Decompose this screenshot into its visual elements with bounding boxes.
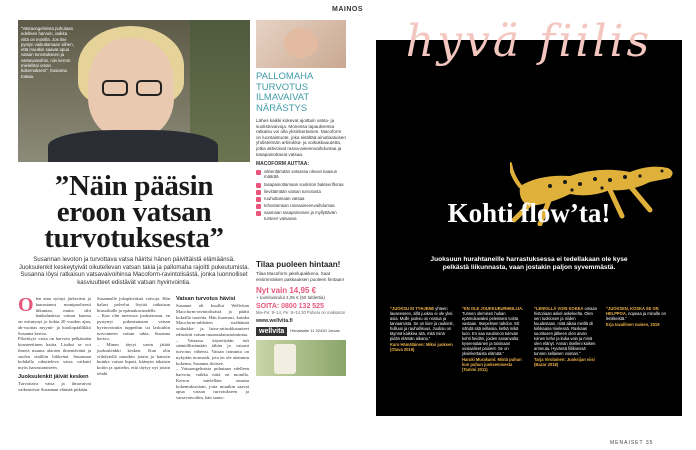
portrait-photo	[18, 20, 250, 162]
advertisement-label: MAINOS	[332, 6, 363, 13]
body-paragraph: Susanna oli kuullut Wellvitan Macoform-ravintolisästä ja päätti kokeilla tuotetta. Hän huomasi, kuinka Macoform-tabletten sisältämät voikukka- ja latva-artisokkauutteet edistävät vatsan ruuansulatustoimintaa.	[176, 303, 249, 337]
quote-block	[534, 306, 598, 367]
body-paragraph: – Vatsaongelmista puhutaan edelleen harvoin, vaikka niitä on monilla. Kerron mielelläni omasta kokemuksestani, jotta muutkin saavat apua vatsan turvotukseen ja vatsavaivoihin, hän sanoo.	[176, 366, 249, 401]
product-image	[256, 340, 346, 376]
left-page	[8, 20, 346, 440]
quote-block	[390, 306, 454, 352]
sidebar-subtitle: MACOFORM AUTTAA:	[256, 161, 310, 168]
drop-cap: O	[18, 294, 34, 316]
body-paragraph: – Minun täytyi usein jättää juoksulenkki kesken. Kun olin viihdytellä muutkin jotain ja katsoin kuinka vatsaa lupasi, käänyin takaisin kotiin ja ajattelin, että täytyy nyt jotain tehdä.	[97, 342, 170, 376]
benefit-item: saamaan tasapainoisen ja myllyttävän tunteen vatsassa	[256, 210, 346, 220]
article-body	[18, 296, 250, 440]
body-column-2	[97, 296, 170, 377]
benefit-item: tasapainottamaan suoliston bakteerifloraa	[256, 182, 346, 187]
quote-body: nopeaa ja minulle on lenkkeistä.”	[606, 311, 666, 321]
quote-heading: ”EN OLE JOUKKUEURHEILIJA.	[462, 306, 524, 311]
quote-author: Erja tavallinen nainen, 2019	[606, 322, 660, 327]
right-page	[362, 16, 688, 446]
body-paragraph: – Kun olin menossa juoksemaan, en pystynyt pukeutumaan vatsan hyvinvointiin tuppeihin tai laskuihin turvonneen vatsan takia, Susanna kertoo.	[97, 313, 170, 342]
quote-body: Tunnen olemisen hukan epämukavaksi peleissesi toista vastaan. Itsepelinen tahdon. Ett nähdä sitä sellaisia, ketkä mikä luon. En saa nautinnon tulevan kohti heidän, joiden sananvalta kyseenalainen ja toisinaan sosiaaliset paineet. Se on yksinkertaista elämää.”	[462, 311, 520, 356]
feature-headline: Kohti flow’ta!	[447, 198, 611, 228]
sidebar-title: PALLOMAHA TURVOTUS ILMAVAIVAT NÄRÄSTYS	[256, 71, 313, 114]
sidebar-photo	[256, 20, 346, 68]
section-title: hyvä fiilis	[405, 16, 653, 67]
subheading: Vatsan turvotus hävisi	[176, 296, 236, 302]
article-lead: Susannan levoton ja turvottava vatsa häiritsi hänen päivittäistä elämäänsä. Juoksulenkit keskeytyivät oikutellevan vatsan takia ja pallomaha rajoitti pukeutumista. Susanna löysi ratkaisun vatsavaivoihinsa Macoform-ravintolisästä, jonka luonnolliset kasviuutteet edistävät vatsan hyvinvointia.	[18, 256, 250, 286]
website-link: www.wellvita.fi	[256, 318, 293, 325]
body-paragraph: len aina syönyt järkevästi ja harrastanut monipuolisesti liikuntaa, mutta silti hankaluuksia vatsan kanssa on esiintynyt jo kohta 20 vuoden ajan, ah-vuotias myynti- ja huoltopäällikkö Susanna kertoo.	[18, 296, 91, 336]
quote-heading: ”JUOKSU EI TYHJENE	[390, 306, 435, 311]
feature-lead: Juoksuun hurahtaneille harrastuksessa ei tedellakaan ole kyse pelkästä liikunnasta, vaan jostakin paljon syvemmästä.	[430, 256, 628, 272]
quote-author: Tarja Virolainen: Juoksijan viisi (Bazar 2018)	[534, 357, 595, 367]
body-paragraph: Turvottava vatsa ja ilmavaivat vaikeuttivat Susannan elämää pitkään.	[18, 380, 91, 392]
quote-block	[462, 306, 526, 372]
subheading: Juoksulenkit jäivät kesken	[18, 373, 89, 380]
benefit-item: lievittämään vatsan turvotusta	[256, 189, 346, 194]
benefit-item: ruuhuttamaan vatsaa	[256, 196, 346, 201]
body-column-1	[18, 296, 91, 392]
quote-body: omaan historiaan askel askeleelta. Olen sen tuokiosen ja niiden kuudestaan, mitä aikaa meillä oli kirkkaana mielessä. Raskaan suoritusen jälkeen olen aivan toinen keho ja kuka vain ja minä olen elänyt. Annan itselleni kaiken armeuta. Hyvässä fiiliksessä tunnen sellaisen voiman.”	[534, 306, 598, 356]
order-title: Tilaa puoleen hintaan!	[256, 260, 341, 269]
brand-row	[256, 327, 346, 336]
benefit-list	[256, 169, 346, 221]
order-text: Tilaa Macoform jakelupakkena. Saat ensimmäisen pakkauksen puoleen hintaan!	[256, 271, 345, 282]
quote-heading: ”JUOKSEN, KOSKA SE ON HELPPOA,	[606, 306, 659, 316]
body-paragraph: – Vatsassa käytettyään tuli sääntöllistämään tähän ja vatsani turvotus vähensi. Vatsan toiminta on nykyään normaali, jota en ole aiemmin kokenut, Susanna iloitsee.	[176, 337, 249, 366]
price: Nyt vain 14,95 €	[256, 286, 317, 296]
page-footer: MENAISET 35	[610, 440, 654, 446]
phone-number: SOITA: 0800 132 525	[256, 303, 324, 311]
wellvita-logo: wellvita	[256, 327, 287, 336]
body-column-3	[176, 296, 249, 401]
quote-body: yhteen lauseeseen, sillä juoksu ei ole yksi asia. Mulle juoksu on nostua ja tarvaamista. Se on kiire ja raukimit, hulluus ja rauhallisuus. Juoksu on täynnä kaikkea sitä, mitä minä pidän elämän aikana.”	[390, 306, 454, 341]
quote-author: Haruki Murakami: Mistä puhun kun puhun juoksemisesta (Tammi 2011)	[462, 357, 522, 372]
photo-caption: ”Vatsaongelmista puhutaan edelleen harvoin, vaikka niitä on monilla. Jos itse pystyn vaikuttamaan siihen, että muutkin saavat apua vatsan turvotukseen ja vatsavaivoihin, niin kerron mielelläni oman kokemukseni”, Susanna toteaa.	[21, 26, 74, 79]
sidebar-text: Lähes kaikki kokevat ajoittain vatsa- ja suolistovaivoja. Monessa tapauksessa ratkaisu voi olla yksinkertainen. Macoform on luontaistuote, joka sisältää ainutlaatuisen yhdistelmän artisokka- ja voikukkauutetta, jotka aktivoivat rasva-aineenvaihduntaa ja tasapainottavat vatsaa.	[256, 118, 346, 157]
brand-address: Himalantie 11 02430 Jorvas	[290, 328, 340, 334]
phone-hours: Ma–Pe: 8–14, Pe: 8–14.30 Puhelu on maksuton	[256, 310, 346, 316]
quote-heading: ”LENKILLÄ VOIN KOKEA	[534, 306, 584, 311]
body-paragraph: Susannalle jokapäiväisiä vaivoja. Hän halusi palvelut löytää ratkaisun hiusailuille ja epämukavuudelle.	[97, 296, 170, 313]
benefit-item: tehostamaan rasvaaineenvaihduntaa	[256, 203, 346, 208]
order-box	[256, 260, 346, 376]
body-paragraph: Pilottityyt vatsa on harvoin pelkästään kosmeettinen haitta. Lisäksi se voi ilmetä muuna alaoten ilmentävänä ja suolen sisällön liikkeinä. Susannan kohdalla oikutteleva vatsa vaikutti myös harrastamiseen.	[18, 336, 91, 370]
article-headline: ”Näin pääsin eroon vatsan turvotuksesta”	[44, 170, 224, 254]
price-details: + toimituskulut 4,95 € (60 tablettia)	[256, 295, 325, 301]
quote-row	[390, 306, 672, 416]
quote-block	[606, 306, 670, 327]
quote-author: Karo Hämäläinen: Miksi juoksen (Otava 2019)	[390, 342, 453, 352]
benefit-item: vähentämään vatsassa olevan kaasun määrää	[256, 169, 346, 179]
